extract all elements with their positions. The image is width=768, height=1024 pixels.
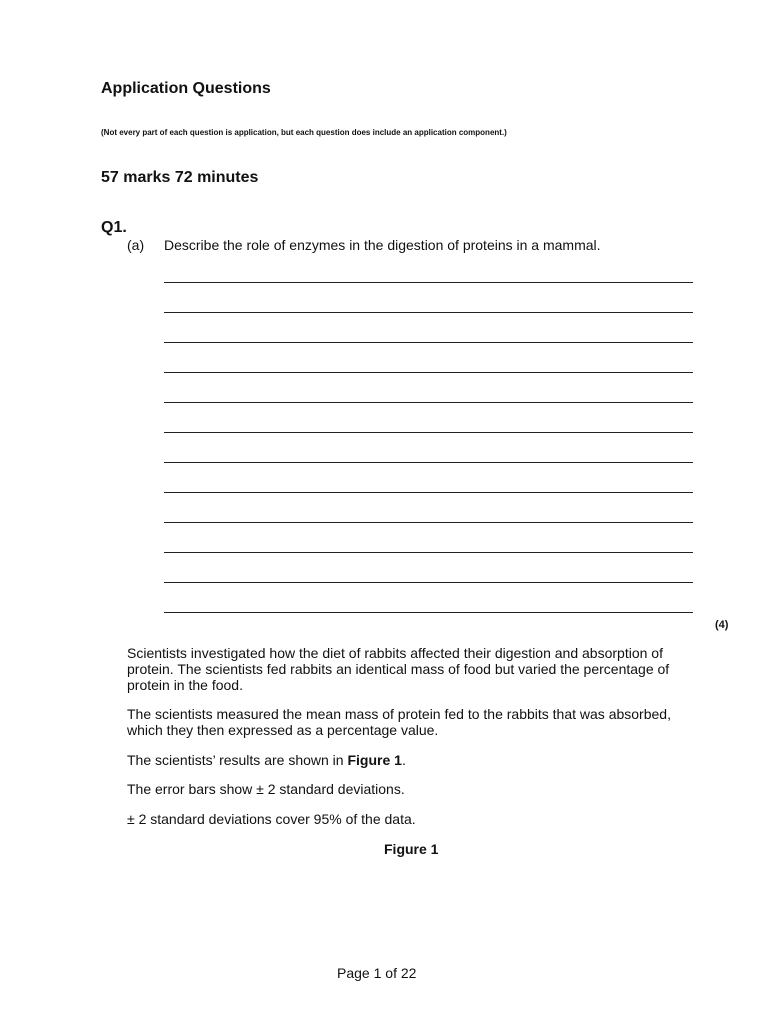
results-sentence-prefix: The scientists’ results are shown in [127,752,348,768]
question-number: Q1. [101,219,127,236]
footer-page-number: 1 [373,965,382,981]
error-bars-text: The error bars show ± 2 standard deviations. [127,781,405,797]
answer-line[interactable] [164,582,693,583]
application-note: (Not every part of each question is application, but each question does include an application component.) [101,128,507,137]
coverage-text: ± 2 standard deviations cover 95% of the data. [127,811,416,827]
results-sentence-suffix: . [401,752,406,768]
footer-of-label: of [385,965,397,981]
answer-line[interactable] [164,522,693,523]
answer-line[interactable] [164,462,693,463]
answer-line[interactable] [164,612,693,613]
answer-line[interactable] [164,282,693,283]
results-sentence-figure-ref: Figure 1 [347,752,402,768]
method-paragraph: The scientists measured the mean mass of protein fed to the rabbits that was absorbed, which they then expressed as a percentage value. [127,706,671,738]
footer-page-total: 22 [400,965,417,981]
marks-time-heading: 57 marks 72 minutes [101,169,259,186]
part-a-label: (a) [127,237,145,253]
part-a-prompt: Describe the role of enzymes in the digestion of proteins in a mammal. [164,237,601,253]
figure-label: Figure 1 [384,841,439,857]
part-a-marks: (4) [715,619,729,631]
intro-paragraph: Scientists investigated how the diet of rabbits affected their digestion and absorption of protein. The scientists fed rabbits an identical mass of food but varied the percentage of protein in the food. [127,645,670,693]
results-sentence [127,752,406,768]
answer-line[interactable] [164,432,693,433]
answer-line[interactable] [164,342,693,343]
answer-line[interactable] [164,372,693,373]
page-title: Application Questions [101,80,271,97]
answer-line[interactable] [164,402,693,403]
answer-line[interactable] [164,552,693,553]
answer-line[interactable] [164,492,693,493]
answer-line[interactable] [164,312,693,313]
page-footer [337,965,416,981]
footer-page-label: Page [337,965,370,981]
